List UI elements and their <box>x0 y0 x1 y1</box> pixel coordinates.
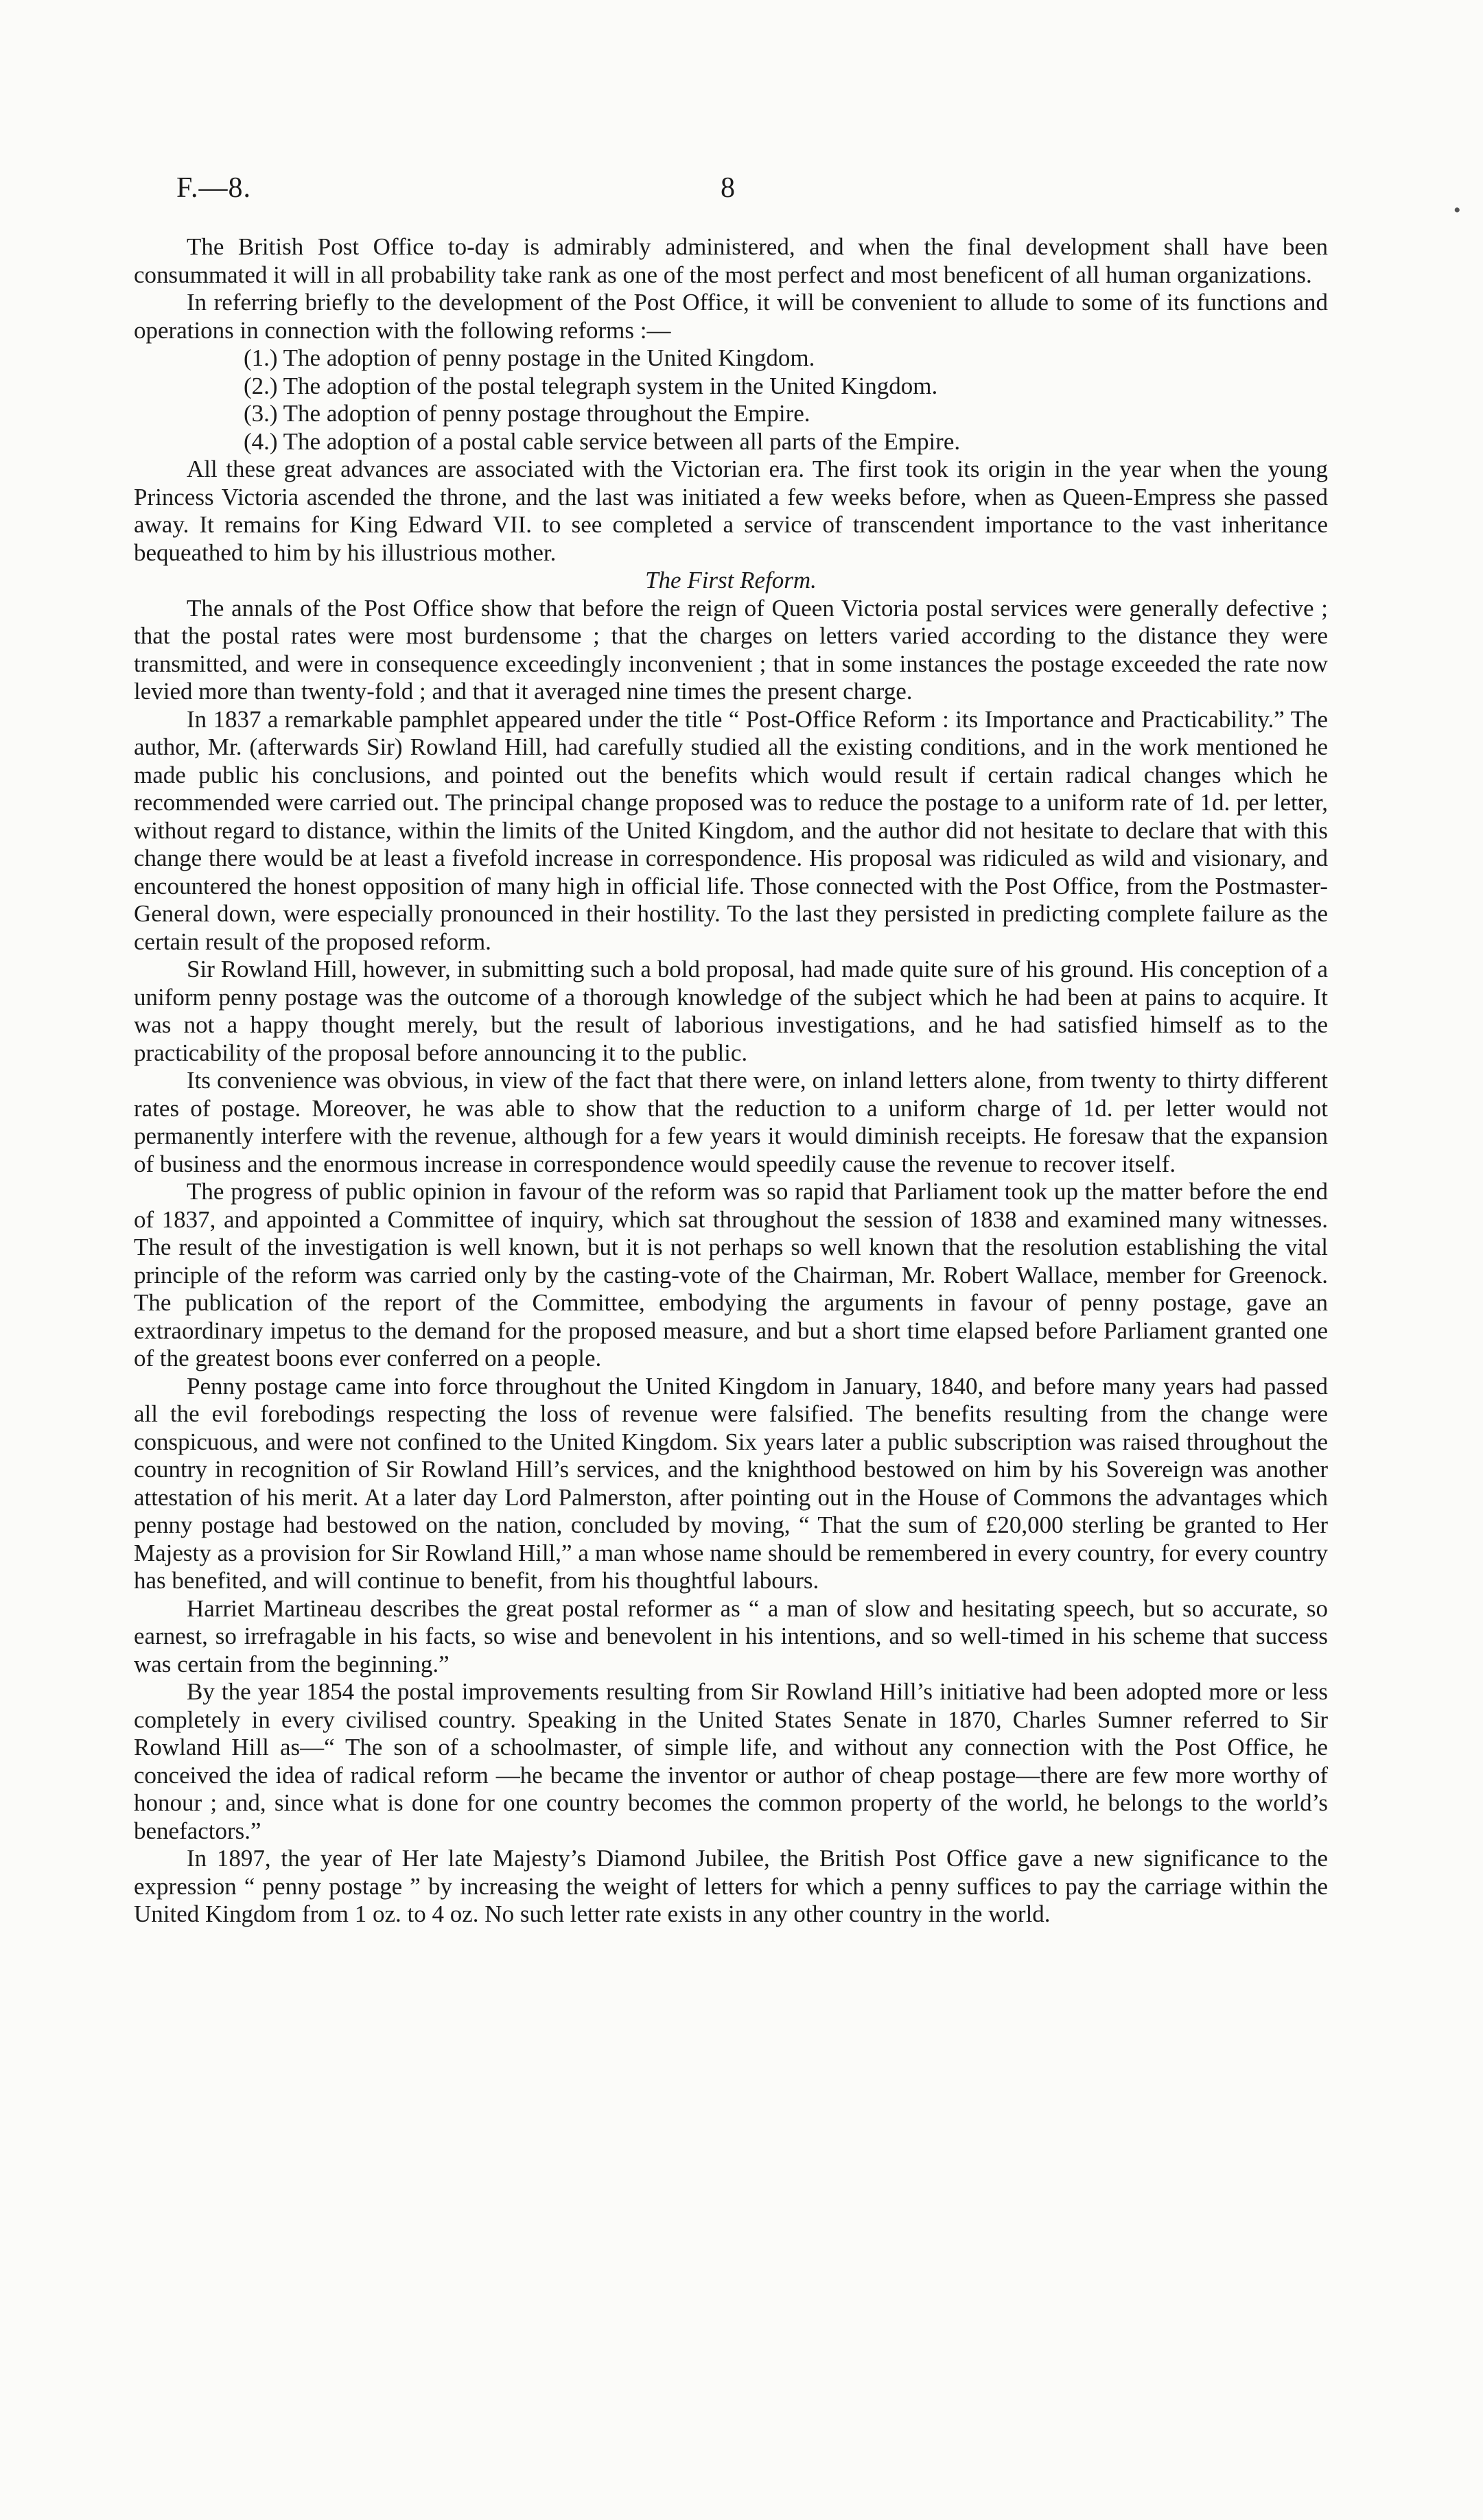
list-item: (1.) The adoption of penny postage in the United Kingdom. <box>244 344 815 371</box>
paragraph: All these great advances are associated with the Victorian era. The first took its origin in the year when the young Princess Victoria ascended the throne, and the last was initiated a few weeks before, when as Queen-Empress she passed away. It remains for King Edward VII. to see completed a service of transcendent importance to the vast inheritance bequeathed to him by his illustrious mother. <box>134 456 1328 566</box>
document-reference: F.—8. <box>176 172 251 204</box>
list-item: (3.) The adoption of penny postage throughout the Empire. <box>244 400 810 427</box>
reforms-list <box>134 344 1328 456</box>
paragraph: In 1897, the year of Her late Majesty’s Diamond Jubilee, the British Post Office gave a new significance to the expression “ penny postage ” by increasing the weight of letters for which a penny suffices to pay the carriage within the United Kingdom from 1 oz. to 4 oz. No such letter rate exists in any other country in the world. <box>134 1845 1328 1927</box>
paragraph: The progress of public opinion in favour of the reform was so rapid that Parliament took up the matter before the end of 1837, and appointed a Committee of inquiry, which sat throughout the session of 1838 and examined many witnesses. The result of the investigation is well known, but it is not perhaps so well known that the resolution establishing the vital principle of the reform was carried only by the casting-vote of the Chairman, Mr. Robert Wallace, member for Greenock. The publication of the report of the Committee, embodying the arguments in favour of penny postage, gave an extraordinary impetus to the demand for the proposed measure, and but a short time elapsed before Parliament granted one of the greatest boons ever conferred on a people. <box>134 1178 1328 1371</box>
page-header <box>134 158 1328 233</box>
list-item: (2.) The adoption of the postal telegraph system in the United Kingdom. <box>244 372 938 399</box>
paragraph: Penny postage came into force throughout the United Kingdom in January, 1840, and before many years had passed all the evil forebodings respecting the loss of revenue were falsified. The benefits resulting from the change were conspicuous, and were not confined to the United Kingdom. Six years later a public subscription was raised throughout the country in recognition of Sir Rowland Hill’s services, and the knighthood bestowed on him by his Sovereign was another attestation of his merit. At a later day Lord Palmerston, after pointing out in the House of Commons the advantages which penny postage had bestowed on the nation, concluded by moving, “ That the sum of £20,000 sterling be granted to Her Majesty as a provision for Sir Rowland Hill,” a man whose name should be remembered in every country, for every country has benefited, and will continue to benefit, from his thoughtful labours. <box>134 1372 1328 1594</box>
paragraph: In referring briefly to the development of the Post Office, it will be convenient to allude to some of its functions and operations in connection with the following reforms :— <box>134 289 1328 344</box>
paragraph: The annals of the Post Office show that before the reign of Queen Victoria postal services were generally defective ; that the postal rates were most burdensome ; that the charges on letters varied according to the distance they were transmitted, and were in consequence exceedingly inconvenient ; that in some instances the postage exceeded the rate now levied more than twenty-fold ; and that it averaged nine times the present charge. <box>134 594 1328 705</box>
paragraph: Its convenience was obvious, in view of the fact that there were, on inland letters alone, from twenty to thirty different rates of postage. Moreover, he was able to show that the reduction to a uniform charge of 1d. per letter would not permanently interfere with the revenue, although for a few years it would diminish receipts. He foresaw that the expansion of business and the enormous increase in correspondence would speedily cause the revenue to recover itself. <box>134 1067 1328 1177</box>
paragraph: Sir Rowland Hill, however, in submitting such a bold proposal, had made quite sure of his ground. His conception of a uniform penny postage was the outcome of a thorough knowledge of the subject which he had been at pains to acquire. It was not a happy thought merely, but the result of laborious investigations, and he had satisfied himself as to the practicability of the proposal before announcing it to the public. <box>134 956 1328 1066</box>
body-text <box>134 233 1328 1929</box>
margin-mark: • <box>1453 199 1461 222</box>
list-item: (4.) The adoption of a postal cable service between all parts of the Empire. <box>244 427 961 455</box>
document-page <box>134 158 1328 1929</box>
paragraph: The British Post Office to-day is admirably administered, and when the final development shall have been consummated it will in all probability take rank as one of the most perfect and most beneficent of all human organizations. <box>134 233 1328 288</box>
section-heading: The First Reform. <box>645 567 817 593</box>
paragraph: Harriet Martineau describes the great postal reformer as “ a man of slow and hesitating speech, but so accurate, so earnest, so irrefragable in his facts, so wise and benevolent in his intentions, and so well-timed in his scheme that success was certain from the beginning.” <box>134 1594 1328 1677</box>
page-number: 8 <box>721 172 735 204</box>
paragraph: By the year 1854 the postal improvements resulting from Sir Rowland Hill’s initiative had been adopted more or less completely in every civilised country. Speaking in the United States Senate in 1870, Charles Sumner referred to Sir Rowland Hill as—“ The son of a schoolmaster, of simple life, and without any connection with the Post Office, he conceived the idea of radical reform —he became the inventor or author of cheap postage—there are few more worthy of honour ; and, since what is done for one country becomes the common property of the world, he belongs to the world’s benefactors.” <box>134 1678 1328 1844</box>
paragraph: In 1837 a remarkable pamphlet appeared under the title “ Post-Office Reform : its Importance and Practicability.” The author, Mr. (afterwards Sir) Rowland Hill, had carefully studied all the existing conditions, and in the work mentioned he made public his conclusions, and pointed out the benefits which would result if certain radical changes which he recommended were carried out. The principal change proposed was to reduce the postage to a uniform rate of 1d. per letter, without regard to distance, within the limits of the United Kingdom, and the author did not hesitate to declare that with this change there would be at least a fivefold increase in correspondence. His proposal was ridiculed as wild and visionary, and encountered the honest opposition of many high in official life. Those connected with the Post Office, from the Postmaster-General down, were especially pronounced in their hostility. To the last they persisted in predicting complete failure as the certain result of the proposed reform. <box>134 705 1328 955</box>
